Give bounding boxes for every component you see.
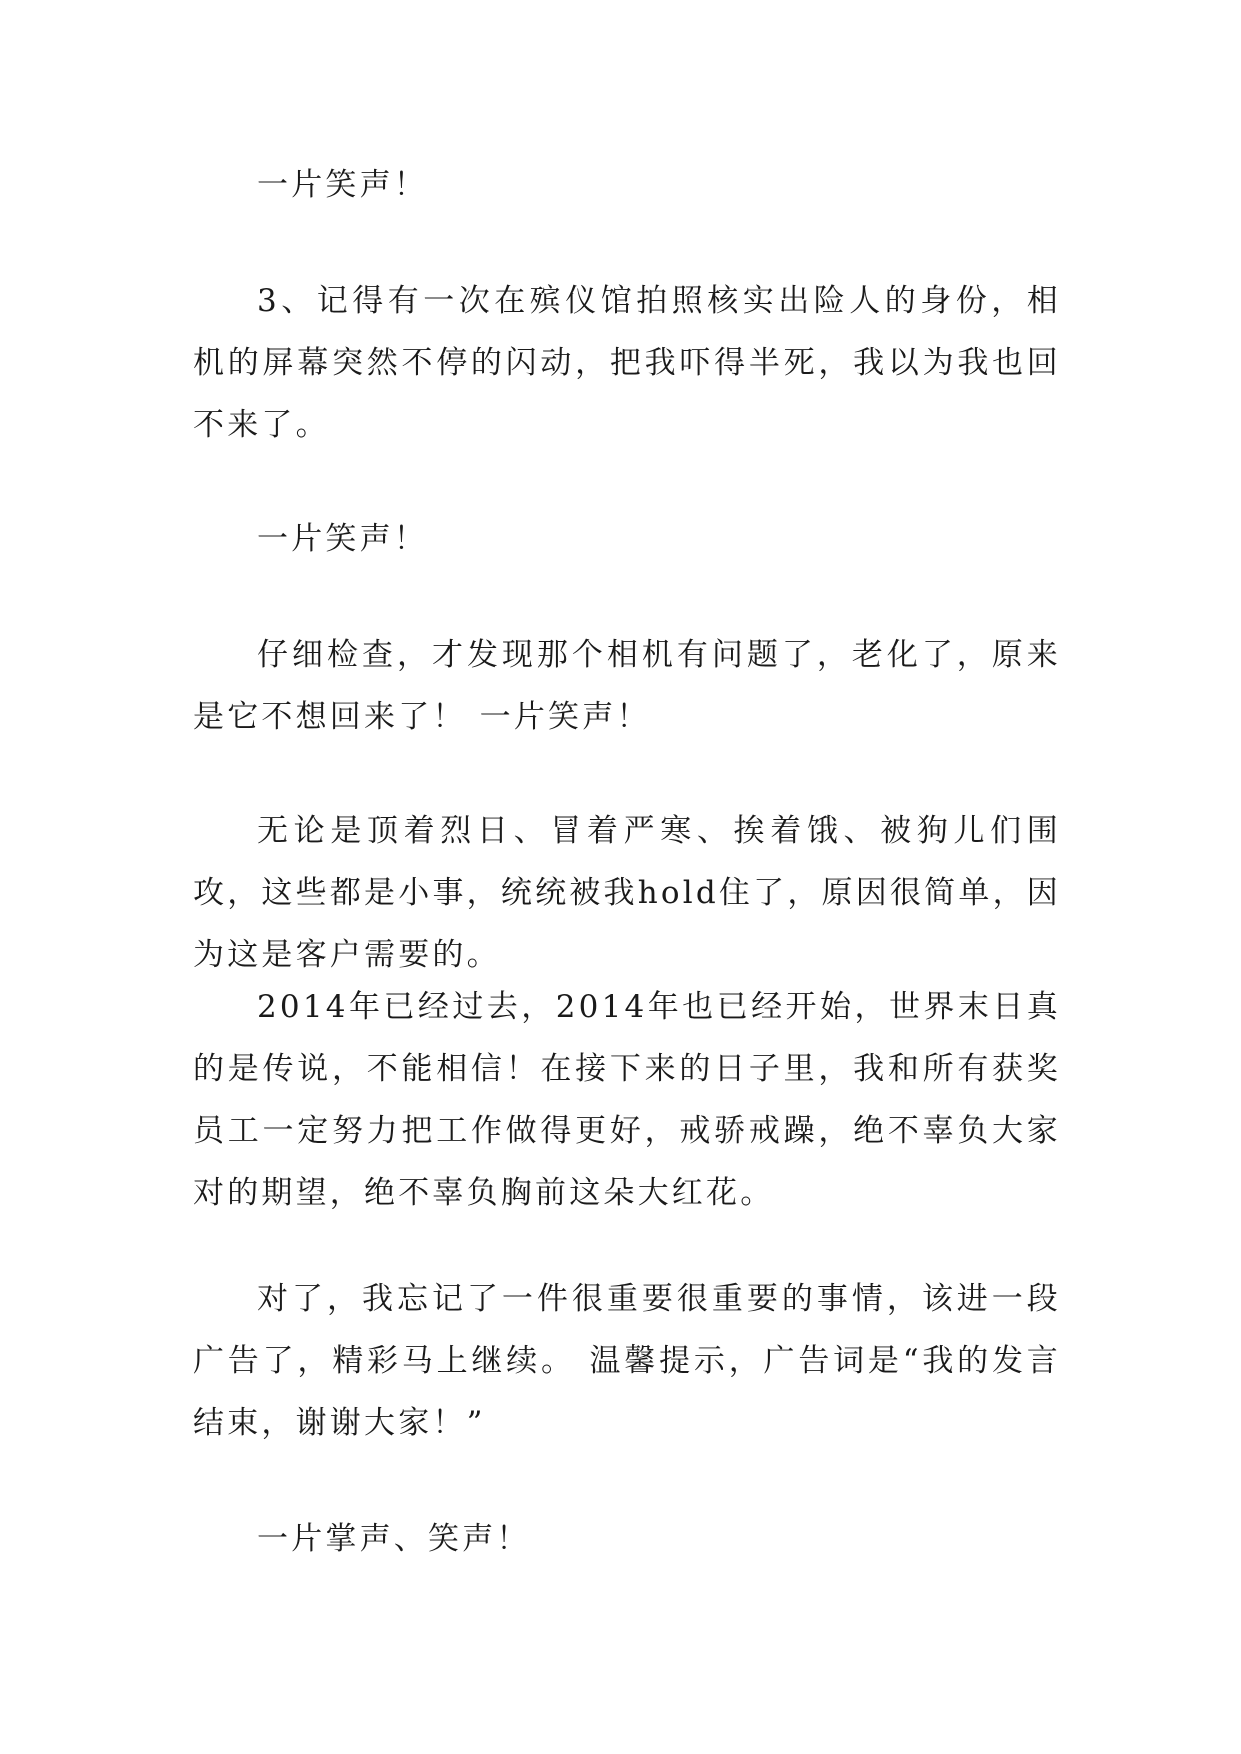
paragraph-laughter-1: 一片笑声！: [257, 167, 428, 203]
paragraph-applause: 一片掌声、笑声！: [257, 1521, 531, 1557]
paragraph-new-year: 2014年已经过去，2014年也已经开始，世界末日真的是传说，不能相信！在接下来的日子里，我和所有获奖员工一定努力把工作做得更好，戒骄戒躁，绝不辜负大家对的期望，绝不辜负胸前这朵大红花。: [193, 989, 1061, 1211]
paragraph-laughter-2: 一片笑声！: [257, 521, 428, 557]
paragraph-hardships: 无论是顶着烈日、冒着严寒、挨着饿、被狗儿们围攻，这些都是小事，统统被我hold住了，原因很简单，因为这是客户需要的。: [193, 813, 1061, 973]
paragraph-camera-check: 仔细检查，才发现那个相机有问题了，老化了，原来是它不想回来了！ 一片笑声！: [193, 637, 1061, 735]
paragraph-funeral-home-story: 3、记得有一次在殡仪馆拍照核实出险人的身份，相机的屏幕突然不停的闪动，把我吓得半死，我以为我也回不来了。: [193, 283, 1061, 443]
paragraph-advertisement: 对了，我忘记了一件很重要很重要的事情，该进一段广告了，精彩马上继续。 温馨提示，广告词是“我的发言结束，谢谢大家！”: [193, 1281, 1061, 1441]
